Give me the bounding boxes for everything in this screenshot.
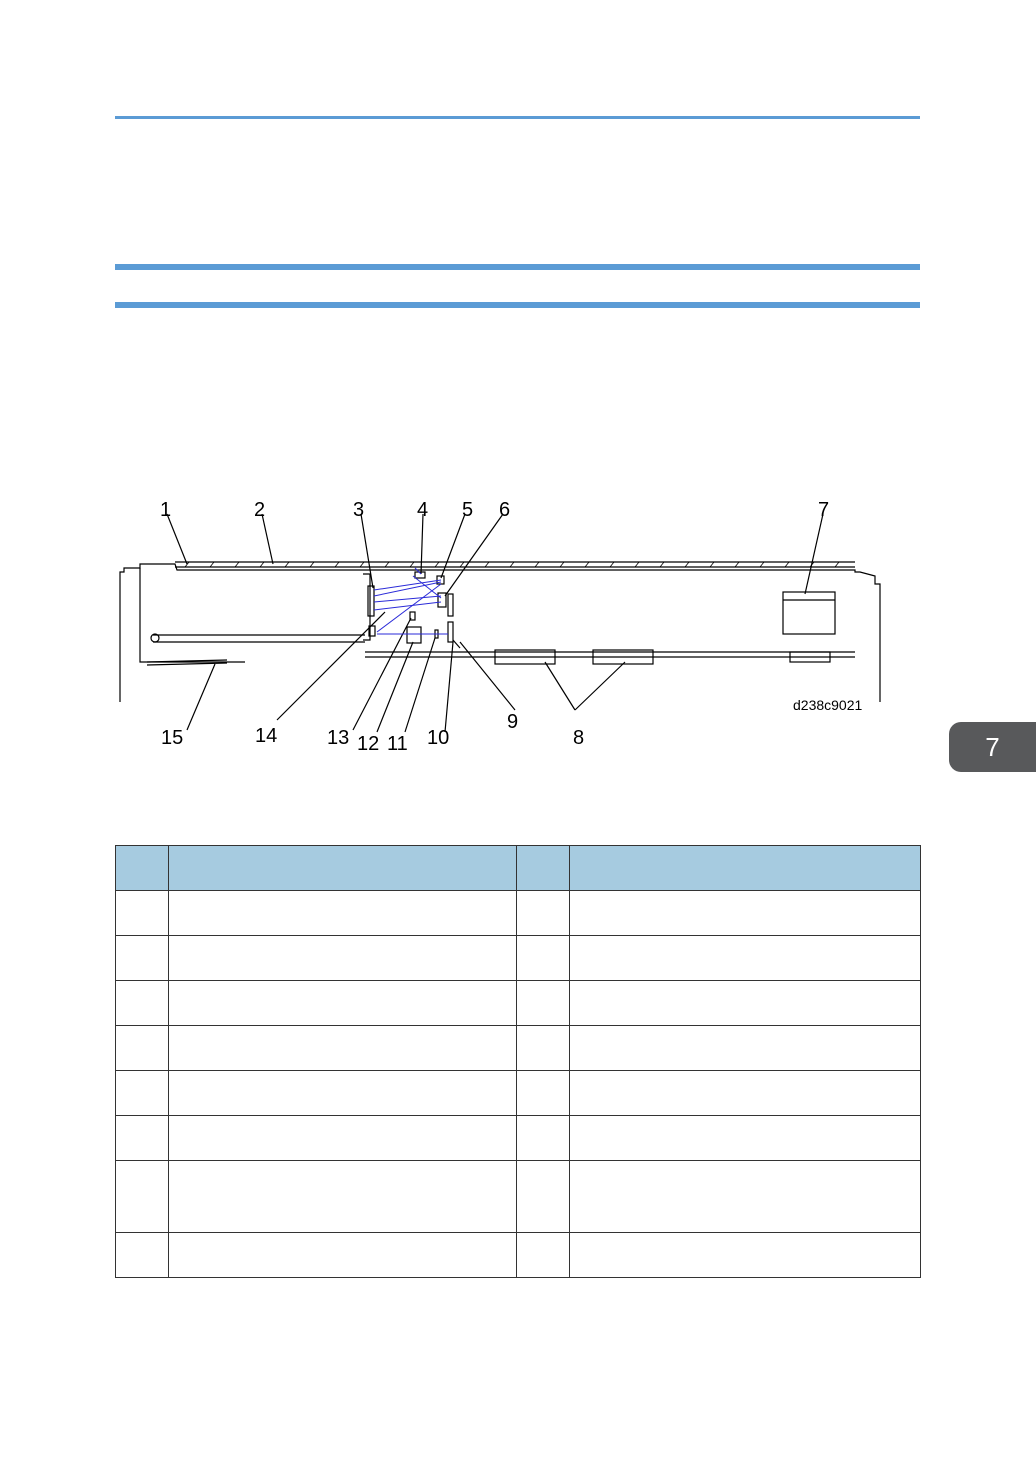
cell-desc-a (169, 1161, 517, 1233)
cell-no-b (517, 981, 570, 1026)
lens-10 (448, 622, 453, 642)
parts-table (115, 845, 921, 1278)
cell-desc-b (570, 1161, 921, 1233)
motor-7 (783, 592, 835, 634)
callout-3: 3 (353, 499, 365, 521)
header-no-a (116, 846, 169, 891)
table-row (116, 891, 921, 936)
callout-6: 6 (499, 499, 511, 521)
figure-code: d238c9021 (793, 697, 863, 713)
cell-no-a (116, 936, 169, 981)
cell-no-a (116, 1026, 169, 1071)
callout-7: 7 (818, 499, 830, 521)
cell-no-b (517, 891, 570, 936)
cell-no-a (116, 1233, 169, 1278)
housing-inner-left (140, 568, 245, 662)
cell-desc-a (169, 1116, 517, 1161)
cell-no-a (116, 1116, 169, 1161)
mirror-3 (368, 586, 374, 616)
cell-no-b (517, 1071, 570, 1116)
callout-10: 10 (427, 727, 450, 749)
table-row (116, 1233, 921, 1278)
cell-no-a (116, 1071, 169, 1116)
header-desc-b (570, 846, 921, 891)
cell-desc-b (570, 936, 921, 981)
cell-no-b (517, 936, 570, 981)
cell-desc-b (570, 1026, 921, 1071)
callout-15: 15 (161, 727, 184, 749)
header-rule (115, 116, 920, 119)
cell-desc-a (169, 1071, 517, 1116)
cell-desc-a (169, 936, 517, 981)
cell-desc-a (169, 891, 517, 936)
table-row (116, 1161, 921, 1233)
mirror-6 (438, 593, 446, 607)
glass-hatching (185, 562, 839, 567)
header-no-b (517, 846, 570, 891)
chapter-number: 7 (985, 731, 1000, 762)
header-desc-a (169, 846, 517, 891)
table-row (116, 1116, 921, 1161)
cell-no-a (116, 981, 169, 1026)
chapter-tab[interactable] (949, 722, 1036, 772)
section-rule-lower (115, 302, 920, 308)
cell-no-b (517, 1161, 570, 1233)
callout-11: 11 (387, 733, 408, 754)
callout-13: 13 (327, 727, 350, 749)
callout-12: 12 (357, 733, 380, 754)
cell-desc-b (570, 1233, 921, 1278)
cell-desc-b (570, 981, 921, 1026)
table-row (116, 1026, 921, 1071)
cell-desc-b (570, 1116, 921, 1161)
callout-4: 4 (417, 499, 429, 521)
scanner-cross-section-diagram (115, 492, 895, 754)
lens-block-9 (448, 594, 453, 616)
cell-no-a (116, 1161, 169, 1233)
table-row (116, 981, 921, 1026)
callout-8: 8 (573, 727, 585, 749)
cell-no-b (517, 1233, 570, 1278)
callout-14: 14 (255, 725, 278, 747)
housing-outline (120, 564, 880, 702)
cell-desc-b (570, 891, 921, 936)
callout-9: 9 (507, 711, 519, 733)
callout-5: 5 (462, 499, 474, 521)
table-row (116, 936, 921, 981)
cell-no-b (517, 1026, 570, 1071)
cell-desc-a (169, 981, 517, 1026)
table-row (116, 1071, 921, 1116)
callout-1: 1 (160, 499, 172, 521)
sbu-12 (407, 627, 421, 643)
cell-desc-a (169, 1233, 517, 1278)
table-header-row (116, 846, 921, 891)
cell-desc-b (570, 1071, 921, 1116)
cell-no-b (517, 1116, 570, 1161)
cell-desc-a (169, 1026, 517, 1071)
callout-2: 2 (254, 499, 266, 521)
section-rule-upper (115, 264, 920, 270)
cell-no-a (116, 891, 169, 936)
